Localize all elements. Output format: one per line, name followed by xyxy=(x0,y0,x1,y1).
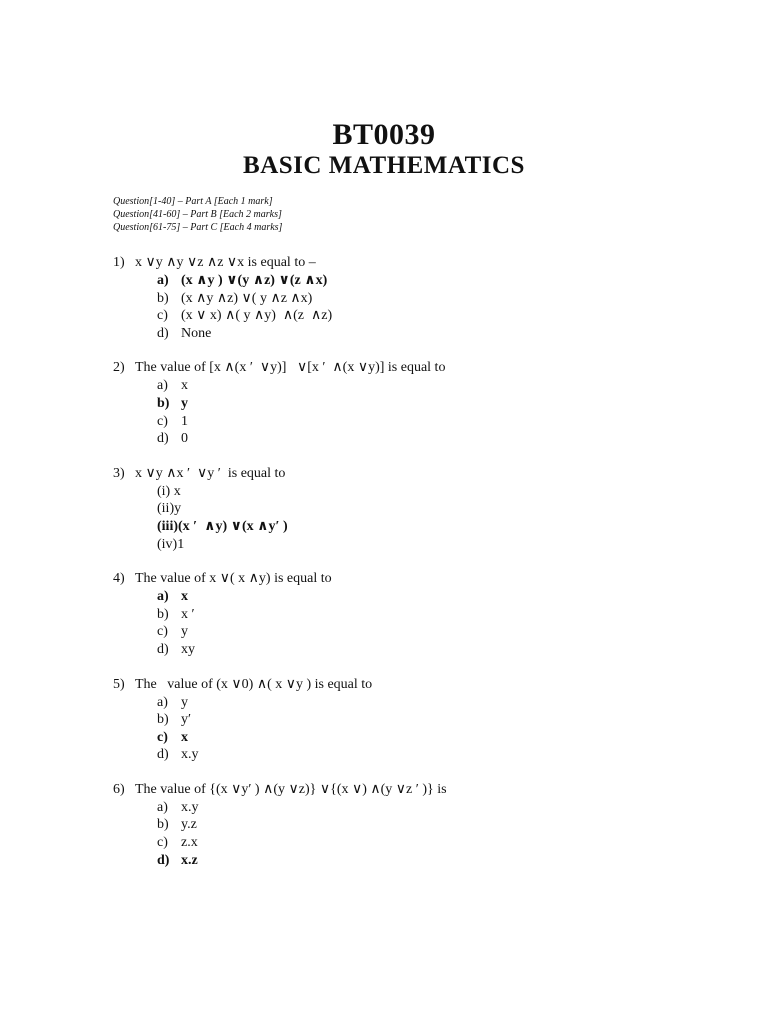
marks-scheme xyxy=(113,195,282,234)
option-text: z.x xyxy=(181,835,198,851)
question-line xyxy=(113,359,733,377)
answer-option xyxy=(157,852,733,870)
option-text: x xyxy=(181,378,188,394)
question-number: 5) xyxy=(113,676,125,692)
subject-title: BASIC MATHEMATICS xyxy=(243,152,525,179)
answer-option xyxy=(157,413,733,431)
option-list xyxy=(157,483,733,553)
option-label: c) xyxy=(157,729,168,745)
answer-option xyxy=(157,395,733,413)
option-text: x xyxy=(181,729,188,745)
option-label: b) xyxy=(157,395,170,411)
option-label: c) xyxy=(157,308,168,324)
answer-option xyxy=(157,588,733,606)
option-text: x.z xyxy=(181,852,198,868)
option-text: (x ∨ x) ∧( y ∧y) ∧(z ∧z) xyxy=(181,308,333,324)
option-text: y′ xyxy=(181,712,192,728)
answer-option xyxy=(157,711,733,729)
option-label: b) xyxy=(157,817,169,833)
option-text: y xyxy=(174,501,182,517)
option-text: x.y xyxy=(181,747,199,763)
option-text: y.z xyxy=(181,817,197,833)
option-text: (x ∧y ) ∨(y ∧z) ∨(z ∧x) xyxy=(181,273,328,288)
answer-option xyxy=(157,641,733,659)
option-list xyxy=(157,272,733,342)
option-text: x xyxy=(170,483,181,499)
question-text: x ∨y ∧y ∨z ∧z ∨x is equal to – xyxy=(135,255,316,270)
answer-option xyxy=(157,290,733,308)
answer-option xyxy=(157,377,733,395)
option-list xyxy=(157,694,733,764)
question-line xyxy=(113,465,733,483)
option-label: c) xyxy=(157,835,168,851)
answer-option xyxy=(157,606,733,624)
option-text: x xyxy=(181,589,188,605)
answer-option xyxy=(157,623,733,641)
option-label: a) xyxy=(157,378,168,394)
question-line xyxy=(113,676,733,694)
option-label: a) xyxy=(157,799,168,815)
option-text: x.y xyxy=(181,799,199,815)
answer-option xyxy=(157,816,733,834)
option-text: xy xyxy=(181,641,195,657)
option-label: b) xyxy=(157,290,169,306)
question-text: x ∨y ∧x ′ ∨y ′ is equal to xyxy=(135,465,286,481)
answer-option xyxy=(157,694,733,712)
answer-option xyxy=(157,325,733,343)
option-text: y xyxy=(181,624,188,640)
question-number: 3) xyxy=(113,465,125,481)
question-block xyxy=(113,570,733,658)
option-text: 1 xyxy=(181,413,188,429)
option-text: y xyxy=(181,395,188,411)
question-number: 1) xyxy=(113,255,125,270)
option-label: d) xyxy=(157,852,170,868)
option-text: x ′ xyxy=(181,606,195,622)
question-block xyxy=(113,781,733,869)
answer-option xyxy=(157,518,733,536)
question-block xyxy=(113,676,733,764)
question-line xyxy=(113,781,733,799)
option-text: 1 xyxy=(177,536,185,552)
question-line xyxy=(113,570,733,588)
part-a-line: Question[1-40] – Part A [Each 1 mark] xyxy=(113,196,273,207)
question-text: The value of {(x ∨y′ ) ∧(y ∨z)} ∨{(x ∨) ∧(y ∨z ′ )} is xyxy=(135,781,447,797)
option-list xyxy=(157,588,733,658)
question-block xyxy=(113,465,733,553)
option-label: c) xyxy=(157,413,168,429)
option-label: (iii) xyxy=(157,518,178,534)
answer-option xyxy=(157,307,733,325)
option-label: c) xyxy=(157,624,168,640)
option-text: None xyxy=(181,325,212,341)
option-label: (iv) xyxy=(157,536,178,552)
answer-option xyxy=(157,729,733,747)
option-text: (x ∧y ∧z) ∨( y ∧z ∧x) xyxy=(181,290,313,306)
option-list xyxy=(157,377,733,447)
option-text: (x ′ ∧y) ∨(x ∧y′ ) xyxy=(178,518,288,534)
option-label: (i) xyxy=(157,483,171,499)
question-line xyxy=(113,254,733,272)
question-text: The value of (x ∨0) ∧( x ∨y ) is equal to xyxy=(135,676,373,692)
part-b-line: Question[41-60] – Part B [Each 2 marks] xyxy=(113,209,282,220)
question-list xyxy=(113,254,733,886)
option-text: y xyxy=(181,694,188,710)
option-label: d) xyxy=(157,431,169,447)
answer-option xyxy=(157,430,733,448)
option-label: a) xyxy=(157,589,169,605)
answer-option xyxy=(157,483,733,501)
answer-option xyxy=(157,272,733,290)
option-list xyxy=(157,799,733,869)
option-label: d) xyxy=(157,641,169,657)
option-label: a) xyxy=(157,273,169,288)
option-label: b) xyxy=(157,712,169,728)
question-text: The value of [x ∧(x ′ ∨y)] ∨[x ′ ∧(x ∨y)] is equal to xyxy=(135,360,446,376)
question-number: 6) xyxy=(113,781,125,797)
option-label: d) xyxy=(157,325,169,341)
question-number: 4) xyxy=(113,571,125,587)
option-label: d) xyxy=(157,747,169,763)
answer-option xyxy=(157,746,733,764)
course-code: BT0039 xyxy=(332,118,436,151)
answer-option xyxy=(157,834,733,852)
answer-option xyxy=(157,536,733,554)
question-number: 2) xyxy=(113,360,125,376)
option-label: a) xyxy=(157,694,168,710)
answer-option xyxy=(157,500,733,518)
option-label: (ii) xyxy=(157,501,175,517)
answer-option xyxy=(157,799,733,817)
question-block xyxy=(113,359,733,447)
option-label: b) xyxy=(157,606,169,622)
option-text: 0 xyxy=(181,431,188,447)
question-text: The value of x ∨( x ∧y) is equal to xyxy=(135,571,332,587)
part-c-line: Question[61-75] – Part C [Each 4 marks] xyxy=(113,222,283,233)
question-block xyxy=(113,254,733,342)
